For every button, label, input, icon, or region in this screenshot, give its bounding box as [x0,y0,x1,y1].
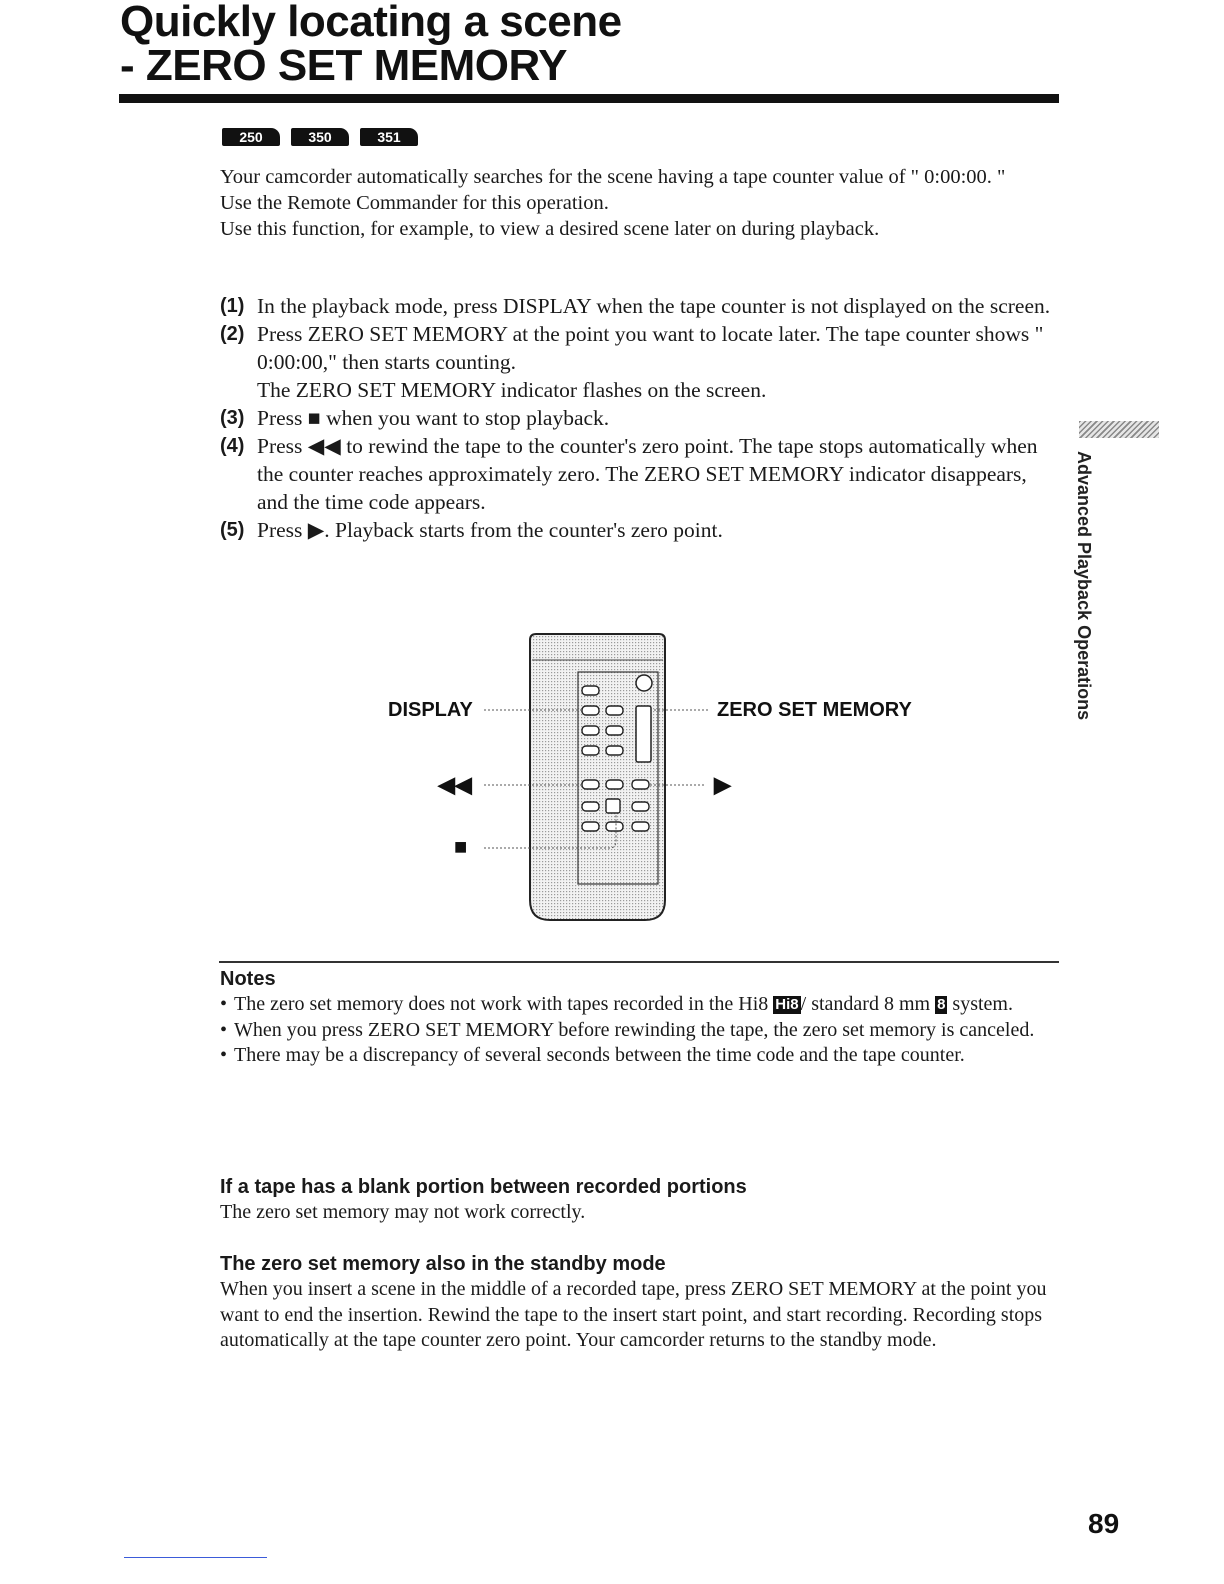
step-2 [220,320,1060,404]
step-text: Press ◀◀ to rewind the tape to the counter's zero point. The tape stops automatically when the counter reaches approximately zero. The ZERO SET MEMORY indicator disappears, and the time code appears. [257,434,1038,514]
step-5 [220,516,1060,544]
note-item [220,992,1060,1018]
note-item: • When you press ZERO SET MEMORY before rewinding the tape, the zero set memory is canceled. [220,1018,1060,1044]
standard-8mm-logo-icon: 8 [937,996,946,1013]
model-badge: 351 [360,128,418,146]
step-text: In the playback mode, press DISPLAY when the tape counter is not displayed on the screen. [257,294,1051,318]
stop-icon: ■ [454,834,468,859]
standby-mode-section [220,1251,1060,1354]
step-number: (2) [220,323,245,345]
section-body: The zero set memory may not work correctly. [220,1201,586,1223]
play-icon: ▶ [714,772,731,797]
note-text: system. [947,993,1013,1015]
section-heading: If a tape has a blank portion between recorded portions [220,1176,747,1198]
intro-paragraph: Use the Remote Commander for this operation. [220,192,609,214]
blank-portion-section [220,1174,1060,1226]
step-text: Press ■ when you want to stop playback. [257,406,610,430]
section-tab-label: Advanced Playback Operations [1074,451,1094,721]
notes-heading: Notes [220,968,276,990]
zero-set-memory-button-label: ZERO SET MEMORY [717,699,912,721]
note-item: • There may be a discrepancy of several seconds between the time code and the tape counter. [220,1043,1060,1069]
notes-divider [219,961,1059,963]
model-badge: 350 [291,128,349,146]
notes-section [220,966,1060,1069]
note-text: The zero set memory does not work with tapes recorded in the Hi8 [234,993,774,1015]
step-number: (3) [220,407,245,429]
intro-text [220,164,1060,242]
notes-list [220,992,1060,1069]
model-badge: 250 [222,128,280,146]
step-text: The ZERO SET MEMORY indicator flashes on the screen. [257,378,767,402]
step-number: (5) [220,519,245,541]
page-number: 89 [1088,1508,1120,1539]
remote-commander-figure [380,630,940,930]
hi8-logo-icon: Hi8 [775,996,799,1013]
step-1 [220,292,1060,320]
footer-rule [124,1557,267,1558]
model-badges [222,128,418,146]
step-number: (1) [220,295,245,317]
step-number: (4) [220,435,245,457]
title-rule [119,94,1059,103]
display-button-label: DISPLAY [388,699,473,721]
title-line-1: Quickly locating a scene [120,0,622,46]
section-heading: The zero set memory also in the standby mode [220,1253,666,1275]
rewind-icon: ◀◀ [438,772,472,797]
intro-paragraph: Use this function, for example, to view a desired scene later on during playback. [220,218,880,240]
step-4 [220,432,1060,516]
step-text: Press ZERO SET MEMORY at the point you want to locate later. The tape counter shows " 0:00:00," then starts counting. [257,322,1044,374]
note-text: / standard 8 mm [800,993,936,1015]
section-tab-marker [1079,421,1159,438]
step-text: Press ▶. Playback starts from the counter's zero point. [257,518,723,542]
title-line-2: - ZERO SET MEMORY [120,41,567,90]
intro-paragraph: Your camcorder automatically searches for the scene having a tape counter value of " 0:00:00. " [220,166,1006,188]
section-body: When you insert a scene in the middle of a recorded tape, press ZERO SET MEMORY at the point you want to end the insertion. Rewind the tape to the insert start point, and start recording. Recording stops automatically at the tape counter zero point. Your camcorder returns to the standby mode. [220,1278,1047,1351]
step-3 [220,404,1060,432]
steps-list [220,292,1060,544]
page-title [120,0,622,88]
